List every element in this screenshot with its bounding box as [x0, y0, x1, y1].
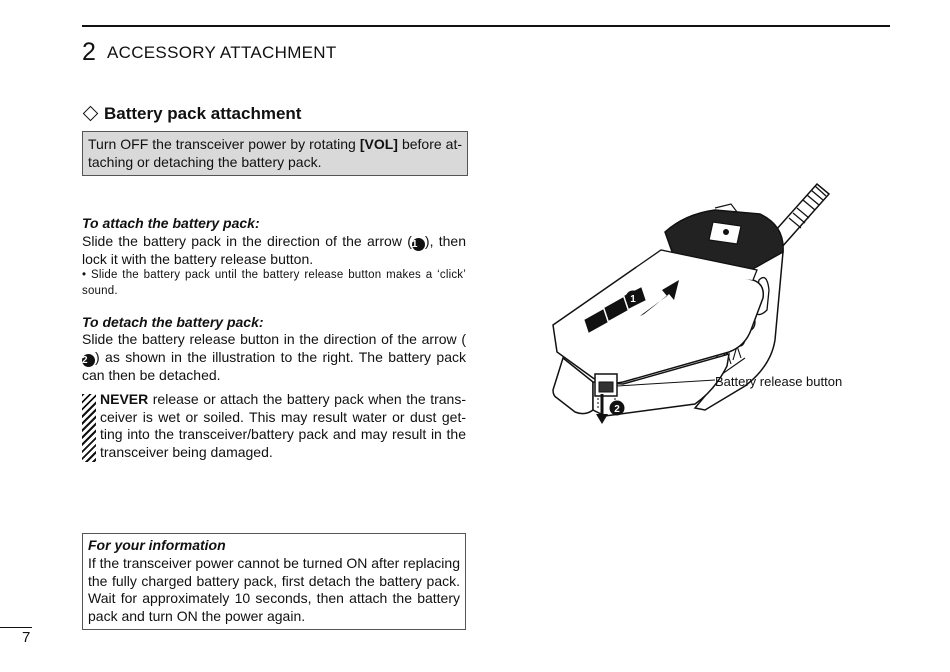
marker-2 — [610, 401, 625, 416]
caution-body: release or attach the battery pack when the trans-ceiver is wet or soiled. This may result water or dust get-ting into the transceiver/battery pack and may result in the transceiver being damaged. — [100, 391, 466, 461]
info-box — [82, 533, 466, 630]
header-rule — [82, 25, 890, 27]
section-title: Battery pack attachment — [104, 104, 302, 123]
caution-hatch-mark — [82, 394, 96, 462]
section-heading — [82, 103, 301, 125]
power-off-notice — [82, 131, 468, 176]
vol-key: [VOL] — [359, 136, 398, 152]
info-text: If the transceiver power cannot be turned ON after replacing the fully charged battery pack, first detach the battery pack. Wait for approximately 10 seconds, then attach the battery pack and turn ON the power again. — [88, 554, 460, 625]
marker-1-label: 1 — [630, 294, 636, 305]
chapter-number: 2 — [82, 38, 96, 66]
transceiver-illustration — [545, 170, 875, 430]
caution-text — [100, 391, 466, 462]
detach-heading: To detach the battery pack: — [82, 314, 264, 330]
page-number: 7 — [22, 629, 31, 646]
attach-text-2: ), then lock it with the battery release button. — [82, 233, 466, 267]
footer-rule — [0, 627, 32, 628]
arrow-1-marker: 1 — [412, 238, 425, 251]
marker-1 — [626, 291, 641, 306]
arrow-2-marker: 2 — [82, 354, 95, 367]
detach-text-2: ) as shown in the illustration to the right. The battery pack can then be detached. — [82, 348, 466, 383]
callout-battery-release-button: Battery release button — [715, 374, 843, 389]
detach-instructions — [82, 331, 466, 384]
chapter-title: ACCESSORY ATTACHMENT — [107, 43, 337, 62]
attach-text-1: Slide the battery pack in the direction of the arrow ( — [82, 233, 412, 249]
attach-bullet: • Slide the battery pack until the battery release button makes a ‘click’ sound. — [82, 269, 466, 297]
notice-text-before: Turn OFF the transceiver power by rotating — [88, 136, 360, 152]
attach-instructions — [82, 233, 466, 269]
caution-never: NEVER — [100, 391, 149, 407]
notice-text-after: before at-taching or detaching the battery pack. — [88, 136, 462, 170]
diamond-icon — [83, 106, 99, 122]
detach-text-1: Slide the battery release button in the direction of the arrow ( — [82, 331, 466, 347]
info-title: For your information — [88, 537, 226, 553]
marker-2-label: 2 — [614, 404, 620, 415]
attach-heading: To attach the battery pack: — [82, 215, 260, 231]
